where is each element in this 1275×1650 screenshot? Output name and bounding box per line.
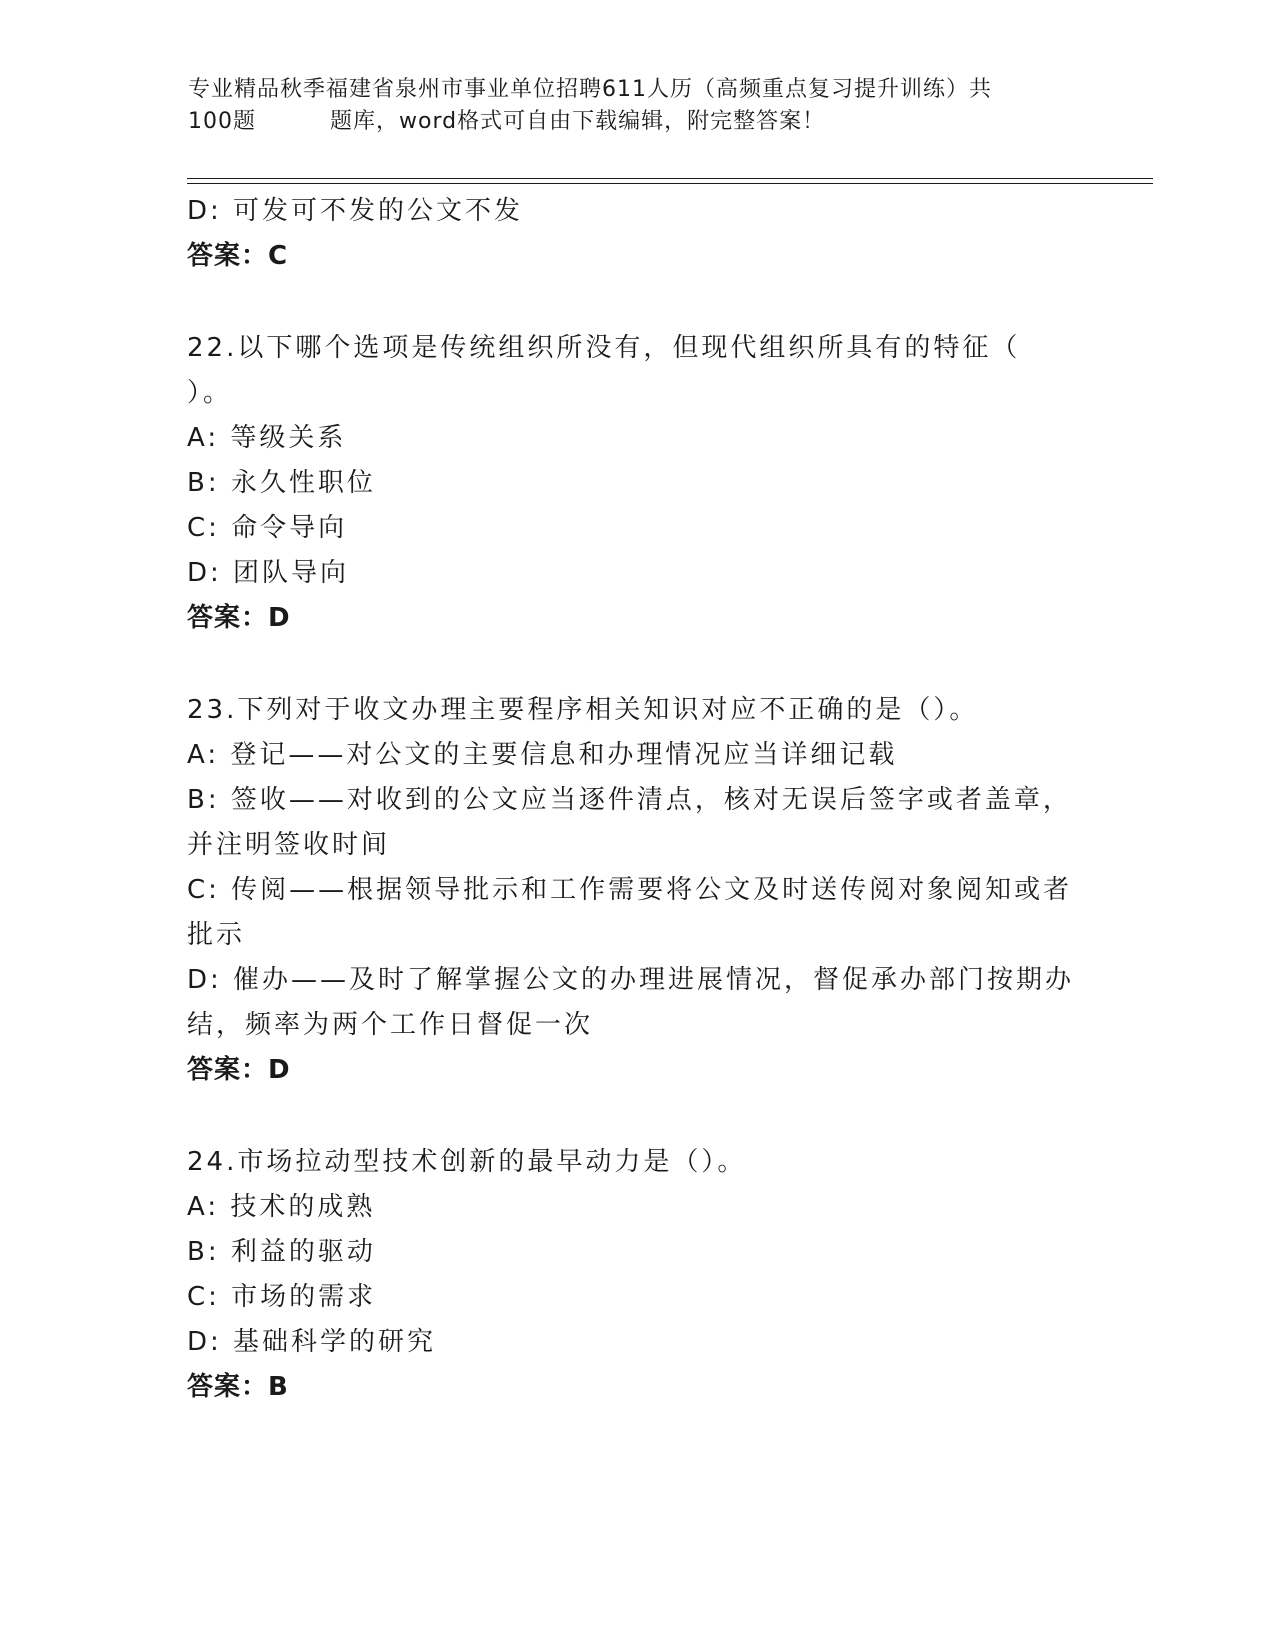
question-option: D: 团队导向 (187, 558, 350, 588)
question-answer: 答案：D (187, 603, 291, 633)
header-title-line-1: 专业精品秋季福建省泉州市事业单位招聘611人历（高频重点复习提升训练）共 (188, 77, 992, 102)
question-option: 并注明签收时间 (187, 830, 391, 860)
document-header (188, 74, 1088, 138)
question-option: 批示 (187, 920, 246, 950)
question-option: C: 市场的需求 (187, 1282, 377, 1312)
question-answer: 答案：D (187, 1055, 291, 1085)
question-option: B: 利益的驱动 (187, 1237, 376, 1267)
question-list (187, 189, 1087, 1410)
question-block (187, 326, 1087, 641)
header-divider-top (187, 178, 1153, 179)
question-21-option-d: D: 可发可不发的公文不发 (187, 196, 524, 226)
question-option: D: 催办——及时了解掌握公文的办理进展情况，督促承办部门按期办 (187, 965, 1075, 995)
question-stem: 24.市场拉动型技术创新的最早动力是（）。 (187, 1147, 747, 1177)
question-option: A: 登记——对公文的主要信息和办理情况应当详细记载 (187, 740, 898, 770)
question-option: D: 基础科学的研究 (187, 1327, 437, 1357)
question-spacer (187, 279, 1087, 326)
question-option: C: 命令导向 (187, 513, 348, 543)
question-answer: 答案：B (187, 1372, 289, 1402)
question-spacer (187, 1093, 1087, 1140)
question-option: 结，频率为两个工作日督促一次 (187, 1010, 594, 1040)
question-block (187, 1140, 1087, 1410)
header-question-count: 100题 (188, 109, 256, 134)
questions-container (187, 279, 1087, 1410)
question-stem: ）。 (187, 378, 233, 408)
header-subtitle: 题库，word格式可自由下载编辑，附完整答案！ (330, 109, 826, 134)
question-option: B: 签收——对收到的公文应当逐件清点，核对无误后签字或者盖章， (187, 785, 1072, 815)
header-title-line-2 (188, 106, 1088, 138)
question-option: C: 传阅——根据领导批示和工作需要将公文及时送传阅对象阅知或者 (187, 875, 1073, 905)
question-stem: 23.下列对于收文办理主要程序相关知识对应不正确的是（）。 (187, 695, 979, 725)
question-spacer (187, 641, 1087, 688)
question-stem: 22.以下哪个选项是传统组织所没有，但现代组织所具有的特征（ (187, 333, 1021, 363)
question-21-answer: 答案：C (187, 241, 289, 271)
question-option: B: 永久性职位 (187, 468, 376, 498)
question-option: A: 等级关系 (187, 423, 347, 453)
header-divider-bottom (187, 183, 1153, 184)
question-block (187, 688, 1087, 1093)
question-option: A: 技术的成熟 (187, 1192, 376, 1222)
